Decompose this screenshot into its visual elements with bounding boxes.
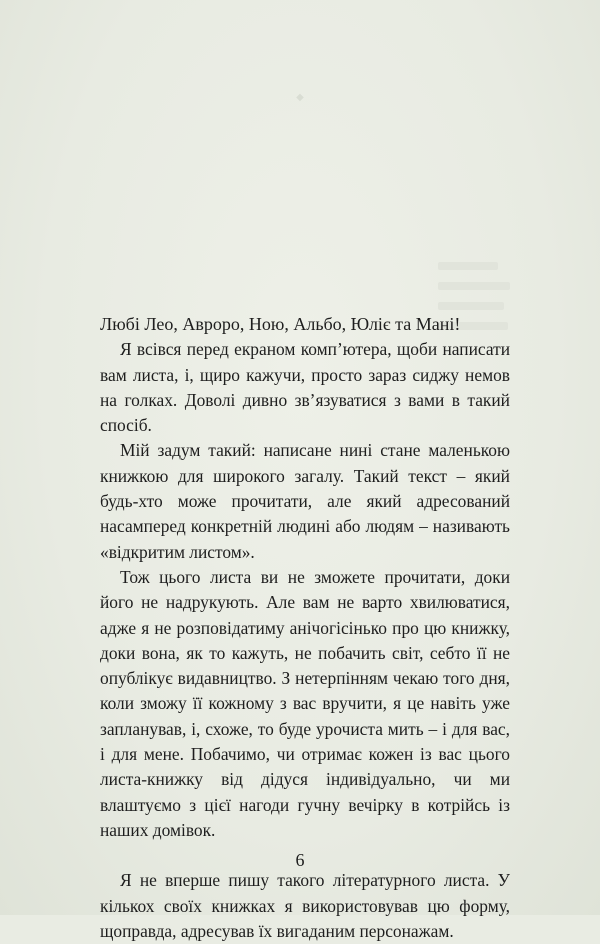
paragraph-1: Я всівся перед екраном комп’ютера, щоби написати вам листа, і, щиро кажучи, просто зараз сиджу немов на голках. Доволі дивно зв’язуватися з вами в такий спосіб. (100, 339, 510, 436)
bleed-through-ornament: ◆ (296, 92, 304, 103)
paragraph-2: Мій задум такий: написане нині стане маленькою книжкою для широкого загалу. Такий текст – який будь-хто може прочитати, але який адресований насамперед конкретній людині або людям – називають «відкритим листом». (100, 440, 510, 562)
paragraph-4: Я не вперше пишу такого літературного листа. У кількох своїх книжках я використовував цю форму, щоправда, адресував їх вигаданим персонажам. (100, 870, 510, 941)
page-number: 6 (295, 850, 305, 870)
paragraph-3: Тож цього листа ви не зможете прочитати, доки його не надрукують. Але вам не варто хвилюватися, адже я не розповідатиму анічогісінько про цю книжку, доки вона, як то кажуть, не побачить світ, себто її не опублікує видавництво. З нетерпінням чекаю того дня, коли зможу її кожному з вас вручити, я це навіть уже запланував, і, схоже, то буде урочиста мить – і для вас, і для мене. Побачимо, чи отримає кожен із вас цього листа-книжку від дідуся індивідуально, чи ми влаштуємо з цієї нагоди гучну вечірку в котрійсь із наших домівок. (100, 566, 510, 840)
letter-salutation: Любі Лео, Авроро, Ною, Альбо, Юліє та Мані! (100, 314, 461, 334)
